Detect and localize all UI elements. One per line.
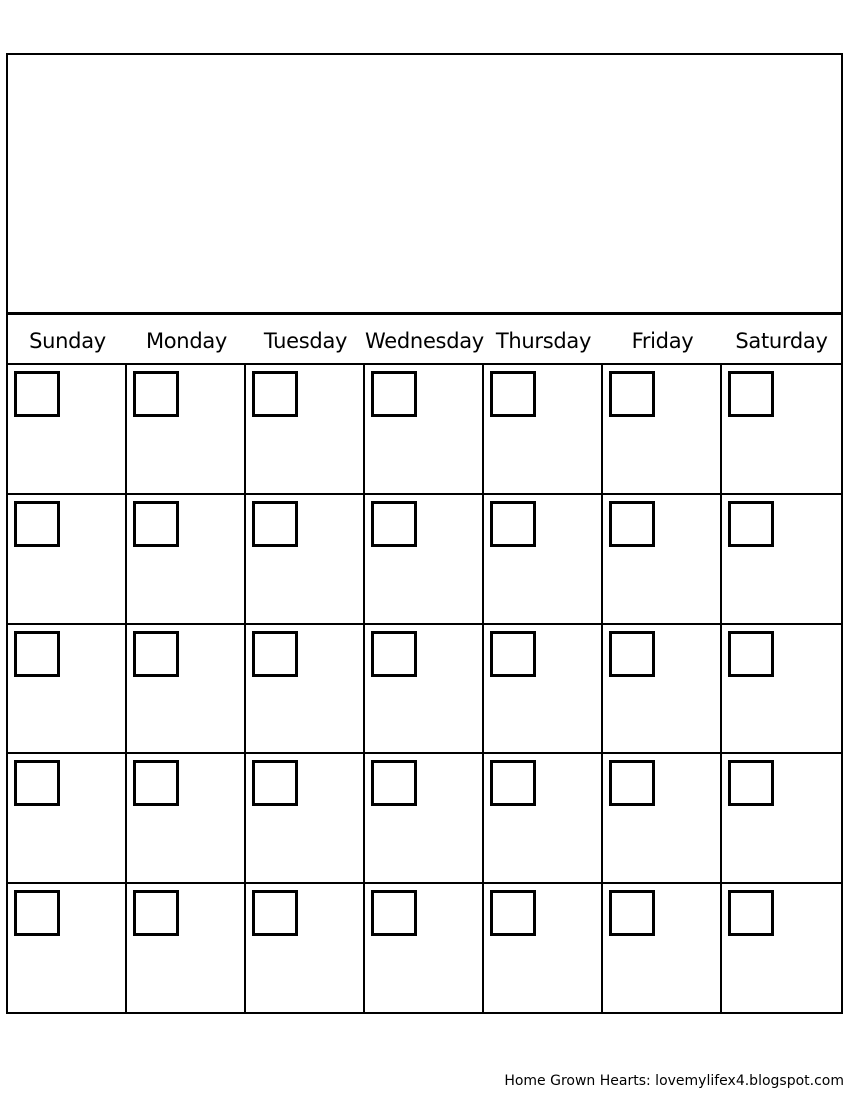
day-grid [8, 365, 841, 1014]
day-cell [8, 884, 127, 1014]
date-number-box [728, 631, 774, 677]
weekday-monday: Monday [145, 329, 228, 353]
weekday-tuesday: Tuesday [263, 329, 348, 353]
date-number-box [133, 631, 179, 677]
date-number-box [14, 631, 60, 677]
date-number-box [14, 501, 60, 547]
day-cell [365, 884, 484, 1014]
day-cell [484, 884, 603, 1014]
date-number-box [252, 760, 298, 806]
day-cell [127, 495, 246, 625]
date-number-box [14, 371, 60, 417]
weekday-sunday: Sunday [29, 329, 106, 353]
day-cell [722, 495, 841, 625]
date-number-box [252, 371, 298, 417]
weekday-wednesday: Wednesday [365, 329, 484, 353]
weekday-friday: Friday [631, 329, 694, 353]
date-number-box [14, 760, 60, 806]
date-number-box [728, 501, 774, 547]
day-cell [8, 495, 127, 625]
weekday-thursday: Thursday [495, 329, 592, 353]
date-number-box [609, 760, 655, 806]
day-cell [603, 625, 722, 755]
date-number-box [609, 631, 655, 677]
day-cell [8, 754, 127, 884]
day-cell [484, 495, 603, 625]
date-number-box [490, 890, 536, 936]
day-cell [722, 884, 841, 1014]
date-number-box [371, 501, 417, 547]
date-number-box [728, 760, 774, 806]
day-cell [246, 365, 365, 495]
day-cell [603, 495, 722, 625]
date-number-box [728, 890, 774, 936]
day-cell [365, 495, 484, 625]
day-cell [8, 365, 127, 495]
day-cell [127, 365, 246, 495]
day-cell [127, 625, 246, 755]
date-number-box [609, 890, 655, 936]
day-cell [365, 625, 484, 755]
day-cell [603, 884, 722, 1014]
date-number-box [490, 631, 536, 677]
footer-credit: Home Grown Hearts: lovemylifex4.blogspot.com [504, 1073, 844, 1089]
date-number-box [609, 501, 655, 547]
day-cell [127, 754, 246, 884]
date-number-box [490, 371, 536, 417]
date-number-box [490, 501, 536, 547]
day-cell [365, 754, 484, 884]
weekday-header-row [8, 315, 841, 365]
day-cell [8, 625, 127, 755]
day-cell [722, 365, 841, 495]
date-number-box [133, 501, 179, 547]
date-number-box [609, 371, 655, 417]
month-title-area [8, 55, 841, 315]
day-cell [246, 625, 365, 755]
calendar [6, 53, 843, 1014]
day-cell [722, 625, 841, 755]
day-cell [246, 884, 365, 1014]
day-cell [484, 365, 603, 495]
date-number-box [728, 371, 774, 417]
date-number-box [14, 890, 60, 936]
date-number-box [252, 890, 298, 936]
date-number-box [252, 501, 298, 547]
date-number-box [252, 631, 298, 677]
day-cell [603, 365, 722, 495]
day-cell [365, 365, 484, 495]
day-cell [246, 495, 365, 625]
date-number-box [133, 890, 179, 936]
date-number-box [133, 760, 179, 806]
day-cell [127, 884, 246, 1014]
date-number-box [133, 371, 179, 417]
day-cell [484, 625, 603, 755]
day-cell [722, 754, 841, 884]
day-cell [246, 754, 365, 884]
date-number-box [371, 371, 417, 417]
date-number-box [371, 631, 417, 677]
date-number-box [490, 760, 536, 806]
date-number-box [371, 760, 417, 806]
day-cell [484, 754, 603, 884]
day-cell [603, 754, 722, 884]
date-number-box [371, 890, 417, 936]
weekday-saturday: Saturday [735, 329, 828, 353]
